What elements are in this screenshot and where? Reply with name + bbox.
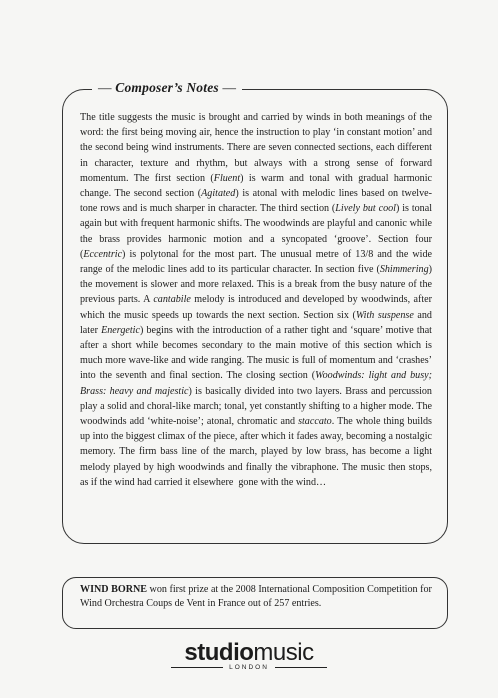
notes-text-run: melody is introduced and developed by woodwinds, after which the music speeds up towards the next section. Section six ( xyxy=(80,294,432,321)
notes-text-run: and later xyxy=(80,309,432,336)
award-text xyxy=(80,583,440,612)
notes-body xyxy=(80,110,432,490)
notes-paragraph xyxy=(80,110,432,490)
notes-text-run: ) is warm and tonal with gradual harmonic change. The second section ( xyxy=(80,172,433,200)
heading-dash: — xyxy=(98,80,112,95)
notes-text-run: The title suggests the music is brought and carried by winds in both meanings of the word: the first being moving air, hence the instruction to play ‘in constant motion’ and the second being wind instruments. There are seven connected sections, each different in character, texture and rhythm, but always with a strong sense of forward momentum. The first section ( xyxy=(80,112,432,184)
section-marking: Agitated xyxy=(201,188,236,200)
award-description: won first prize at the 2008 International Composition Competition for Wind Orchestra Coups de Vent in France out of 257 entries. xyxy=(80,584,432,610)
section-marking: Eccentric xyxy=(83,248,123,260)
section-marking: Lively but cool xyxy=(335,203,396,215)
notes-title: Composer’s Notes xyxy=(115,80,219,95)
logo-word-music: music xyxy=(253,639,314,666)
notes-text-run: ) begins with the introduction of a rather tight and ‘square’ motive that after a short while becomes secondary to the main motive of this section which is much more wave-like and wide ranging. The music is full of momentum and ‘crashes’ into the seventh and final section. The closing section ( xyxy=(80,324,432,382)
notes-heading xyxy=(92,80,242,96)
notes-text-run: ) is basically divided into two layers. Brass and percussion play a solid and choral-like march; tonal, yet constantly shifting to a higher mode. The woodwinds add ‘white-noise’; atonal, chromatic and xyxy=(80,385,432,428)
notes-text-run: ) is polytonal for the most part. The unusual metre of 13/8 and the wide range of the melodic lines add to its particular character. In section five ( xyxy=(80,248,432,276)
section-marking: Fluent xyxy=(213,172,241,184)
logo-subtitle xyxy=(0,664,498,671)
section-marking: With suspense xyxy=(355,309,414,321)
notes-text-run: ) the movement is slower and more relaxed. This is a break from the busy nature of the previous parts. A xyxy=(80,264,432,306)
logo-wordmark xyxy=(0,640,498,666)
section-marking: staccato xyxy=(298,416,332,428)
logo-location: LONDON xyxy=(229,664,269,671)
section-marking: Shimmering xyxy=(379,264,429,276)
section-marking: cantabile xyxy=(153,294,191,306)
publisher-logo xyxy=(0,640,498,671)
section-marking: Woodwinds: light and busy; Brass: heavy and majestic xyxy=(80,370,432,397)
award-work-title: WIND BORNE xyxy=(80,584,148,595)
logo-word-studio: studio xyxy=(184,639,254,666)
notes-text-run: ) is tonal again but with frequent harmonic shifts. The woodwinds are playful and canonic while the brass provides harmonic motion and a syncopated ‘groove’. Section four ( xyxy=(80,203,432,260)
section-marking: Energetic xyxy=(101,324,140,336)
logo-rule-right xyxy=(275,667,327,668)
notes-text-run: . The whole thing builds up into the biggest climax of the piece, after which it fades away, becoming a nostalgic memory. The firm bass line of the march, played by low brass, has become a light melody played by high woodwinds and finally the vibraphone. The music then stops, as if the wind had carried it elsewhere gone with the wind… xyxy=(80,416,432,488)
notes-text-run: ) is atonal with melodic lines based on twelve-tone rows and is much sharper in character. The third section ( xyxy=(80,188,432,215)
heading-dash-trailing: — xyxy=(222,80,237,95)
logo-rule-left xyxy=(171,667,223,668)
